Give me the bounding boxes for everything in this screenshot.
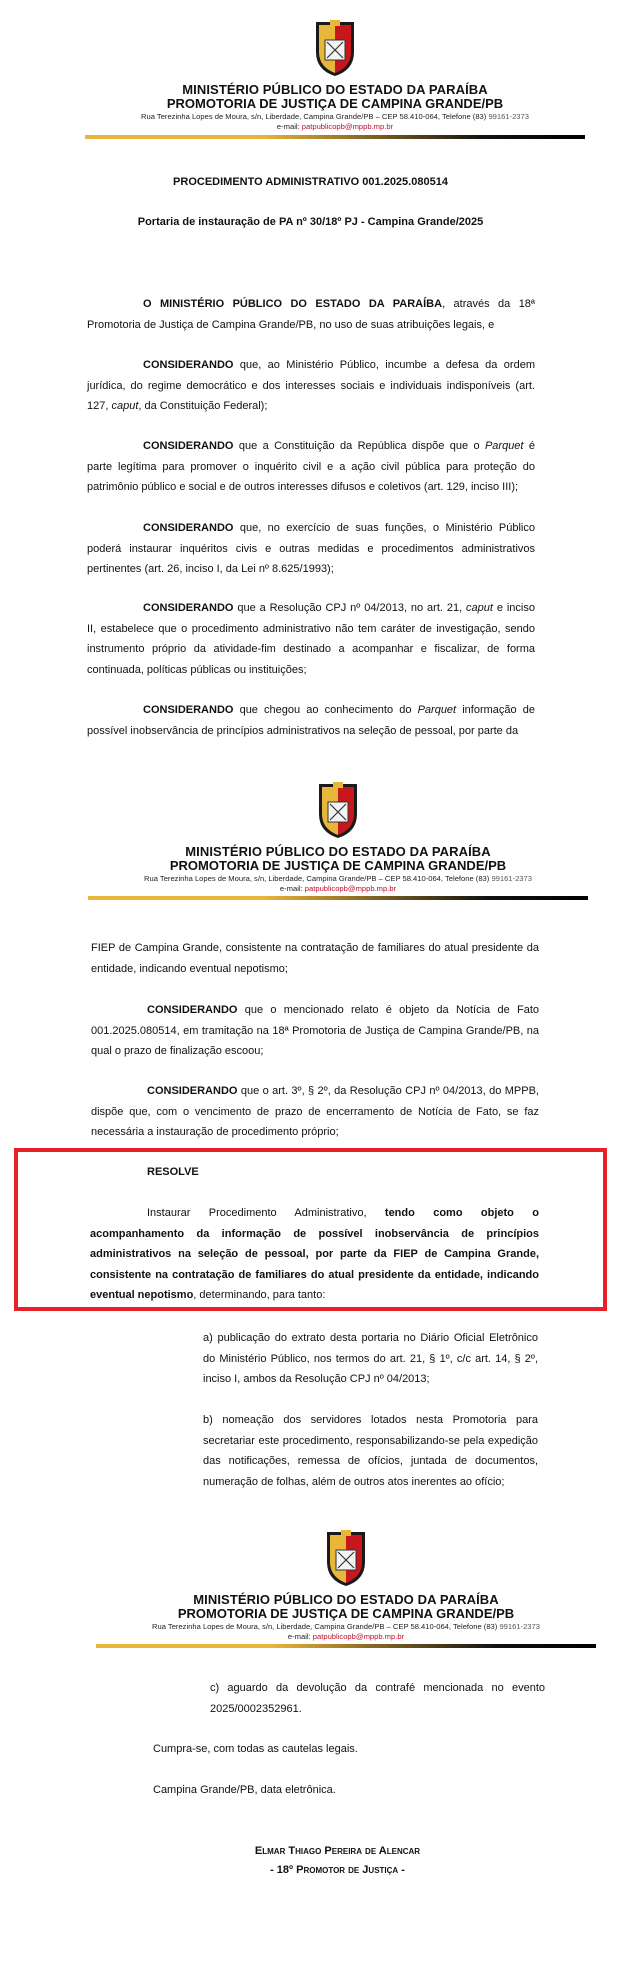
org-unit: PROMOTORIA DE JUSTIÇA DE CAMPINA GRANDE/PB <box>166 96 504 111</box>
email-link[interactable]: patpublicopb@mppb.mp.br <box>304 884 397 893</box>
letterhead-2 <box>88 780 588 905</box>
email-link[interactable]: patpublicopb@mppb.mp.br <box>312 1632 405 1641</box>
email-link[interactable]: patpublicopb@mppb.mp.br <box>301 122 394 131</box>
paragraph-intro: O MINISTÉRIO PÚBLICO DO ESTADO DA PARAÍBA, através da 18ª Promotoria de Justiça de Campina Grande/PB, no uso de suas atribuições legais, e <box>87 298 536 331</box>
document-title: PROCEDIMENTO ADMINISTRATIVO 001.2025.080514 <box>173 176 448 188</box>
org-name: MINISTÉRIO PÚBLICO DO ESTADO DA PARAÍBA <box>193 1592 499 1607</box>
paragraph-continuation: FIEP de Campina Grande, consistente na contratação de familiares do atual presidente da entidade, indicando eventual nepotismo; <box>91 942 539 975</box>
letterhead-3 <box>96 1528 596 1653</box>
paragraph-considerando-6: CONSIDERANDO que o mencionado relato é objeto da Notícia de Fato 001.2025.080514, em tramitação na 18ª Promotoria de Justiça de Campina Grande/PB, na qual o prazo de finalização escoou; <box>91 1004 539 1057</box>
org-unit: PROMOTORIA DE JUSTIÇA DE CAMPINA GRANDE/PB <box>177 1606 515 1621</box>
paragraph-considerando-7: CONSIDERANDO que o art. 3º, § 2º, da Resolução CPJ nº 04/2013, do MPPB, dispõe que, com o vencimento de prazo de encerramento de Notícia de Fato, se faz necessária a instauração de procedimento próprio; <box>91 1085 539 1138</box>
header-divider <box>88 896 588 900</box>
email-line: e-mail: patpublicopb@mppb.mp.br <box>287 1632 405 1641</box>
paragraph-considerando-1: CONSIDERANDO que, ao Ministério Público, incumbe a defesa da ordem jurídica, do regime democrático e dos interesses sociais e individuais indisponíveis (art. 127, caput, da Constituição Federal); <box>87 359 535 412</box>
list-item-c: c) aguardo da devolução da contrafé mencionada no evento 2025/0002352961. <box>210 1682 545 1715</box>
email-line: e-mail: patpublicopb@mppb.mp.br <box>279 884 397 893</box>
coat-of-arms-icon <box>313 780 363 840</box>
resolve-paragraph: Instaurar Procedimento Administrativo, tendo como objeto o acompanhamento da informação de possível inobservância de princípios administrativos na seleção de pessoal, por parte da FIEP de Campina Grande, consistente na contratação de familiares do atual presidente da entidade, indicando eventual nepotismo, determinando, para tanto: <box>90 1207 539 1301</box>
paragraph-considerando-5: CONSIDERANDO que chegou ao conhecimento do Parquet informação de possível inobservância de princípios administrativos na seleção de pessoal, por parte da <box>87 704 535 737</box>
paragraph-considerando-2: CONSIDERANDO que a Constituição da República dispõe que o Parquet é parte legítima para promover o inquérito civil e a ação civil pública para proteção do patrimônio público e social e de outros interesses difusos e coletivos (art. 129, inciso III); <box>87 440 535 493</box>
org-name: MINISTÉRIO PÚBLICO DO ESTADO DA PARAÍBA <box>185 844 491 859</box>
header-divider <box>96 1644 596 1648</box>
list-item-a: a) publicação do extrato desta portaria no Diário Oficial Eletrônico do Ministério Público, nos termos do art. 21, § 1º, c/c art. 14, § 2º, inciso I, ambos da Resolução CPJ nº 04/2013; <box>203 1332 538 1385</box>
signer-role: - 18º Promotor de Justiça - <box>270 1864 405 1876</box>
list-item-b: b) nomeação dos servidores lotados nesta Promotoria para secretariar este procedimento, responsabilizando-se pela expedição das notificações, remessa de ofícios, juntada de documentos, numeração de folhas, além de outros atos inerentes ao ofício; <box>203 1414 538 1488</box>
letterhead-1 <box>85 18 585 143</box>
address: Rua Terezinha Lopes de Moura, s/n, Liberdade, Campina Grande/PB – CEP 58.410-064, Telefone (83) 99161-2373 <box>152 1622 540 1631</box>
paragraph-considerando-4: CONSIDERANDO que a Resolução CPJ nº 04/2013, no art. 21, caput e inciso II, estabelece que o procedimento administrativo não tem caráter de investigação, sendo instrumento próprio da atividade-fim destinado a acompanhar e fiscalizar, de forma continuada, políticas públicas ou instituições; <box>87 602 535 676</box>
resolve-heading: RESOLVE <box>147 1166 199 1178</box>
coat-of-arms-icon <box>321 1528 371 1588</box>
address: Rua Terezinha Lopes de Moura, s/n, Liberdade, Campina Grande/PB – CEP 58.410-064, Telefone (83) 99161-2373 <box>144 874 532 883</box>
email-line: e-mail: patpublicopb@mppb.mp.br <box>276 122 394 131</box>
org-name: MINISTÉRIO PÚBLICO DO ESTADO DA PARAÍBA <box>182 82 488 97</box>
signer-name: Elmar Thiago Pereira de Alencar <box>254 1845 421 1857</box>
org-unit: PROMOTORIA DE JUSTIÇA DE CAMPINA GRANDE/PB <box>169 858 507 873</box>
address: Rua Terezinha Lopes de Moura, s/n, Liberdade, Campina Grande/PB – CEP 58.410-064, Telefone (83) 99161-2373 <box>141 112 529 121</box>
closing-cumpra: Cumpra-se, com todas as cautelas legais. <box>153 1743 358 1755</box>
header-divider <box>85 135 585 139</box>
closing-location-date: Campina Grande/PB, data eletrônica. <box>153 1784 336 1796</box>
coat-of-arms-icon <box>310 18 360 78</box>
paragraph-considerando-3: CONSIDERANDO que, no exercício de suas funções, o Ministério Público poderá instaurar inquéritos civis e outras medidas e procedimentos administrativos pertinentes (art. 26, inciso I, da Lei nº 8.625/1993); <box>87 522 535 575</box>
document-subtitle: Portaria de instauração de PA nº 30/18º PJ - Campina Grande/2025 <box>137 216 484 228</box>
